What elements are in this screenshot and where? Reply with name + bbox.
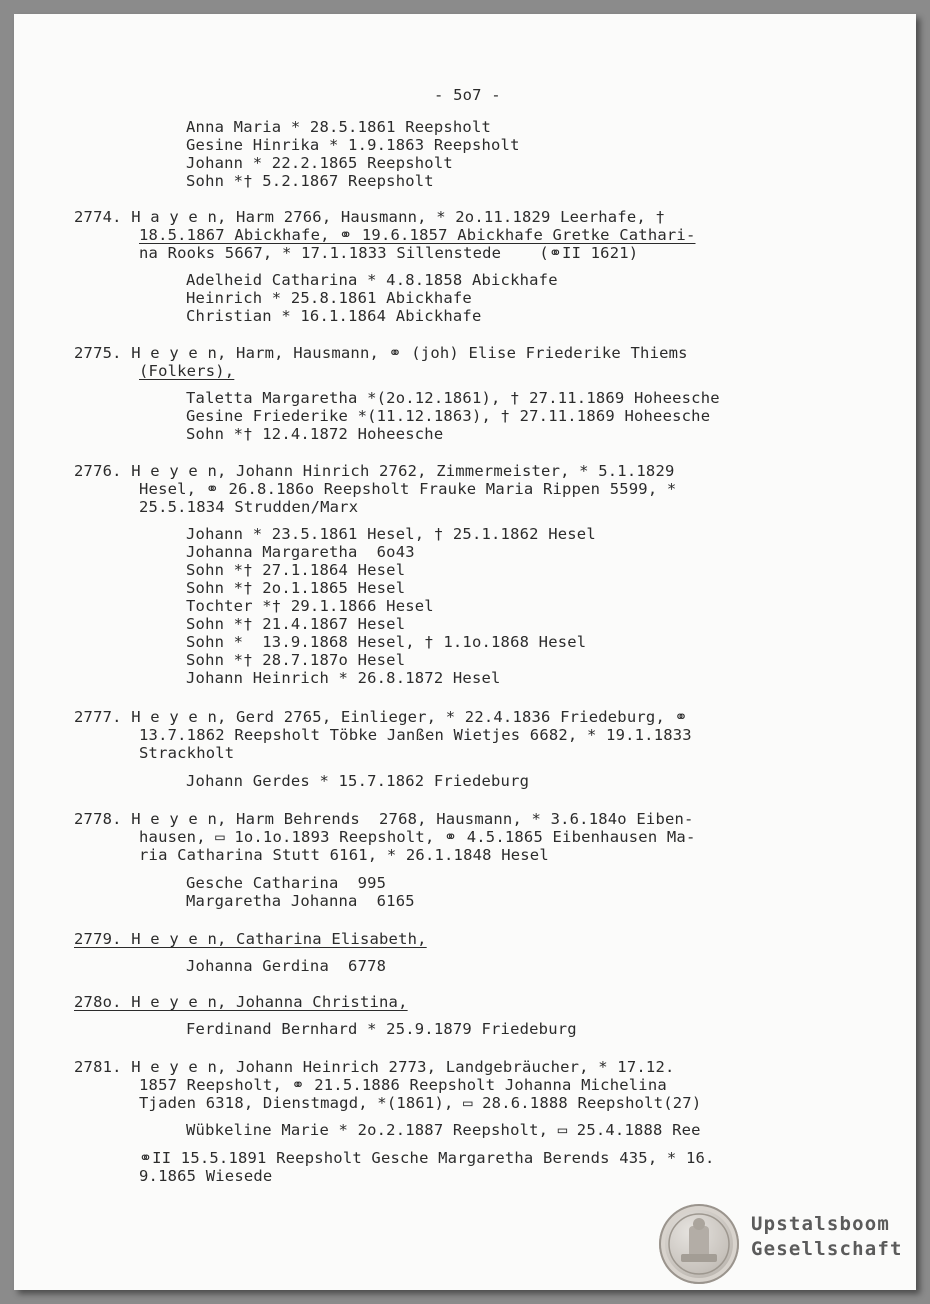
- text-line: Ferdinand Bernhard * 25.9.1879 Friedeburg: [186, 1020, 577, 1038]
- text-line: Taletta Margaretha *(2o.12.1861), † 27.11.1869 Hoheesche: [186, 389, 720, 407]
- text-line: Gesine Friederike *(11.12.1863), † 27.11.1869 Hoheesche: [186, 407, 711, 425]
- text-line: Gesche Catharina 995: [186, 874, 387, 892]
- text-line: Sohn *† 12.4.1872 Hoheesche: [186, 425, 444, 443]
- text-line: Sohn *† 5.2.1867 Reepsholt: [186, 172, 434, 190]
- document-page: [14, 14, 916, 1290]
- entry-2780: 278o. H e y e n, Johanna Christina,: [74, 993, 408, 1011]
- text-line: Johanna Gerdina 6778: [186, 957, 387, 975]
- text-line: 18.5.1867 Abickhafe, ⚭ 19.6.1857 Abickhafe Gretke Cathari-: [139, 226, 696, 244]
- entry-2781: 2781. H e y e n, Johann Heinrich 2773, Landgebräucher, * 17.12.: [74, 1058, 675, 1076]
- text-line: hausen, ▭ 1o.1o.1893 Reepsholt, ⚭ 4.5.1865 Eibenhausen Ma-: [139, 828, 696, 846]
- text-line: Strackholt: [139, 744, 235, 762]
- text-line: 13.7.1862 Reepsholt Töbke Janßen Wietjes 6682, * 19.1.1833: [139, 726, 692, 744]
- text-line: Johann Heinrich * 26.8.1872 Hesel: [186, 669, 501, 687]
- text-line: 25.5.1834 Strudden/Marx: [139, 498, 359, 516]
- page-content: [14, 14, 916, 1290]
- text-line: Adelheid Catharina * 4.8.1858 Abickhafe: [186, 271, 558, 289]
- text-line: Tochter *† 29.1.1866 Hesel: [186, 597, 434, 615]
- text-line: Tjaden 6318, Dienstmagd, *(1861), ▭ 28.6.1888 Reepsholt(27): [139, 1094, 702, 1112]
- text-line: ⚭II 15.5.1891 Reepsholt Gesche Margaretha Berends 435, * 16.: [139, 1149, 715, 1167]
- text-line: Anna Maria * 28.5.1861 Reepsholt: [186, 118, 492, 136]
- text-line: Sohn *† 28.7.187o Hesel: [186, 651, 406, 669]
- text-line: ria Catharina Stutt 6161, * 26.1.1848 Hesel: [139, 846, 549, 864]
- entry-2774: 2774. H a y e n, Harm 2766, Hausmann, * 2o.11.1829 Leerhafe, †: [74, 208, 665, 226]
- upstalsboom-logo: [659, 1204, 909, 1284]
- entry-2775: 2775. H e y e n, Harm, Hausmann, ⚭ (joh) Elise Friederike Thiems: [74, 344, 688, 362]
- text-line: Sohn * 13.9.1868 Hesel, † 1.1o.1868 Hesel: [186, 633, 587, 651]
- entry-2779: 2779. H e y e n, Catharina Elisabeth,: [74, 930, 427, 948]
- seal-icon: [659, 1204, 739, 1284]
- text-line: (Folkers),: [139, 362, 235, 380]
- text-line: Johann * 22.2.1865 Reepsholt: [186, 154, 453, 172]
- entry-2776: 2776. H e y e n, Johann Hinrich 2762, Zimmermeister, * 5.1.1829: [74, 462, 675, 480]
- text-line: Johann * 23.5.1861 Hesel, † 25.1.1862 Hesel: [186, 525, 596, 543]
- text-line: Hesel, ⚭ 26.8.186o Reepsholt Frauke Maria Rippen 5599, *: [139, 480, 677, 498]
- text-line: Johann Gerdes * 15.7.1862 Friedeburg: [186, 772, 530, 790]
- text-line: Sohn *† 21.4.1867 Hesel: [186, 615, 406, 633]
- text-line: na Rooks 5667, * 17.1.1833 Sillenstede (⚭II 1621): [139, 244, 639, 262]
- text-line: Sohn *† 27.1.1864 Hesel: [186, 561, 406, 579]
- text-line: Wübkeline Marie * 2o.2.1887 Reepsholt, ▭ 25.4.1888 Ree: [186, 1121, 701, 1139]
- logo-line-1: Upstalsboom: [751, 1213, 891, 1235]
- page-number: - 5o7 -: [434, 86, 501, 104]
- logo-text: [751, 1212, 911, 1262]
- text-line: 1857 Reepsholt, ⚭ 21.5.1886 Reepsholt Johanna Michelina: [139, 1076, 667, 1094]
- entry-2778: 2778. H e y e n, Harm Behrends 2768, Hausmann, * 3.6.184o Eiben-: [74, 810, 694, 828]
- text-line: Margaretha Johanna 6165: [186, 892, 415, 910]
- text-line: Johanna Margaretha 6o43: [186, 543, 415, 561]
- entry-2777: 2777. H e y e n, Gerd 2765, Einlieger, * 22.4.1836 Friedeburg, ⚭: [74, 708, 688, 726]
- text-line: Christian * 16.1.1864 Abickhafe: [186, 307, 482, 325]
- text-line: Heinrich * 25.8.1861 Abickhafe: [186, 289, 472, 307]
- text-line: 9.1865 Wiesede: [139, 1167, 273, 1185]
- text-line: Sohn *† 2o.1.1865 Hesel: [186, 579, 406, 597]
- logo-line-2: Gesellschaft: [751, 1238, 903, 1260]
- text-line: Gesine Hinrika * 1.9.1863 Reepsholt: [186, 136, 520, 154]
